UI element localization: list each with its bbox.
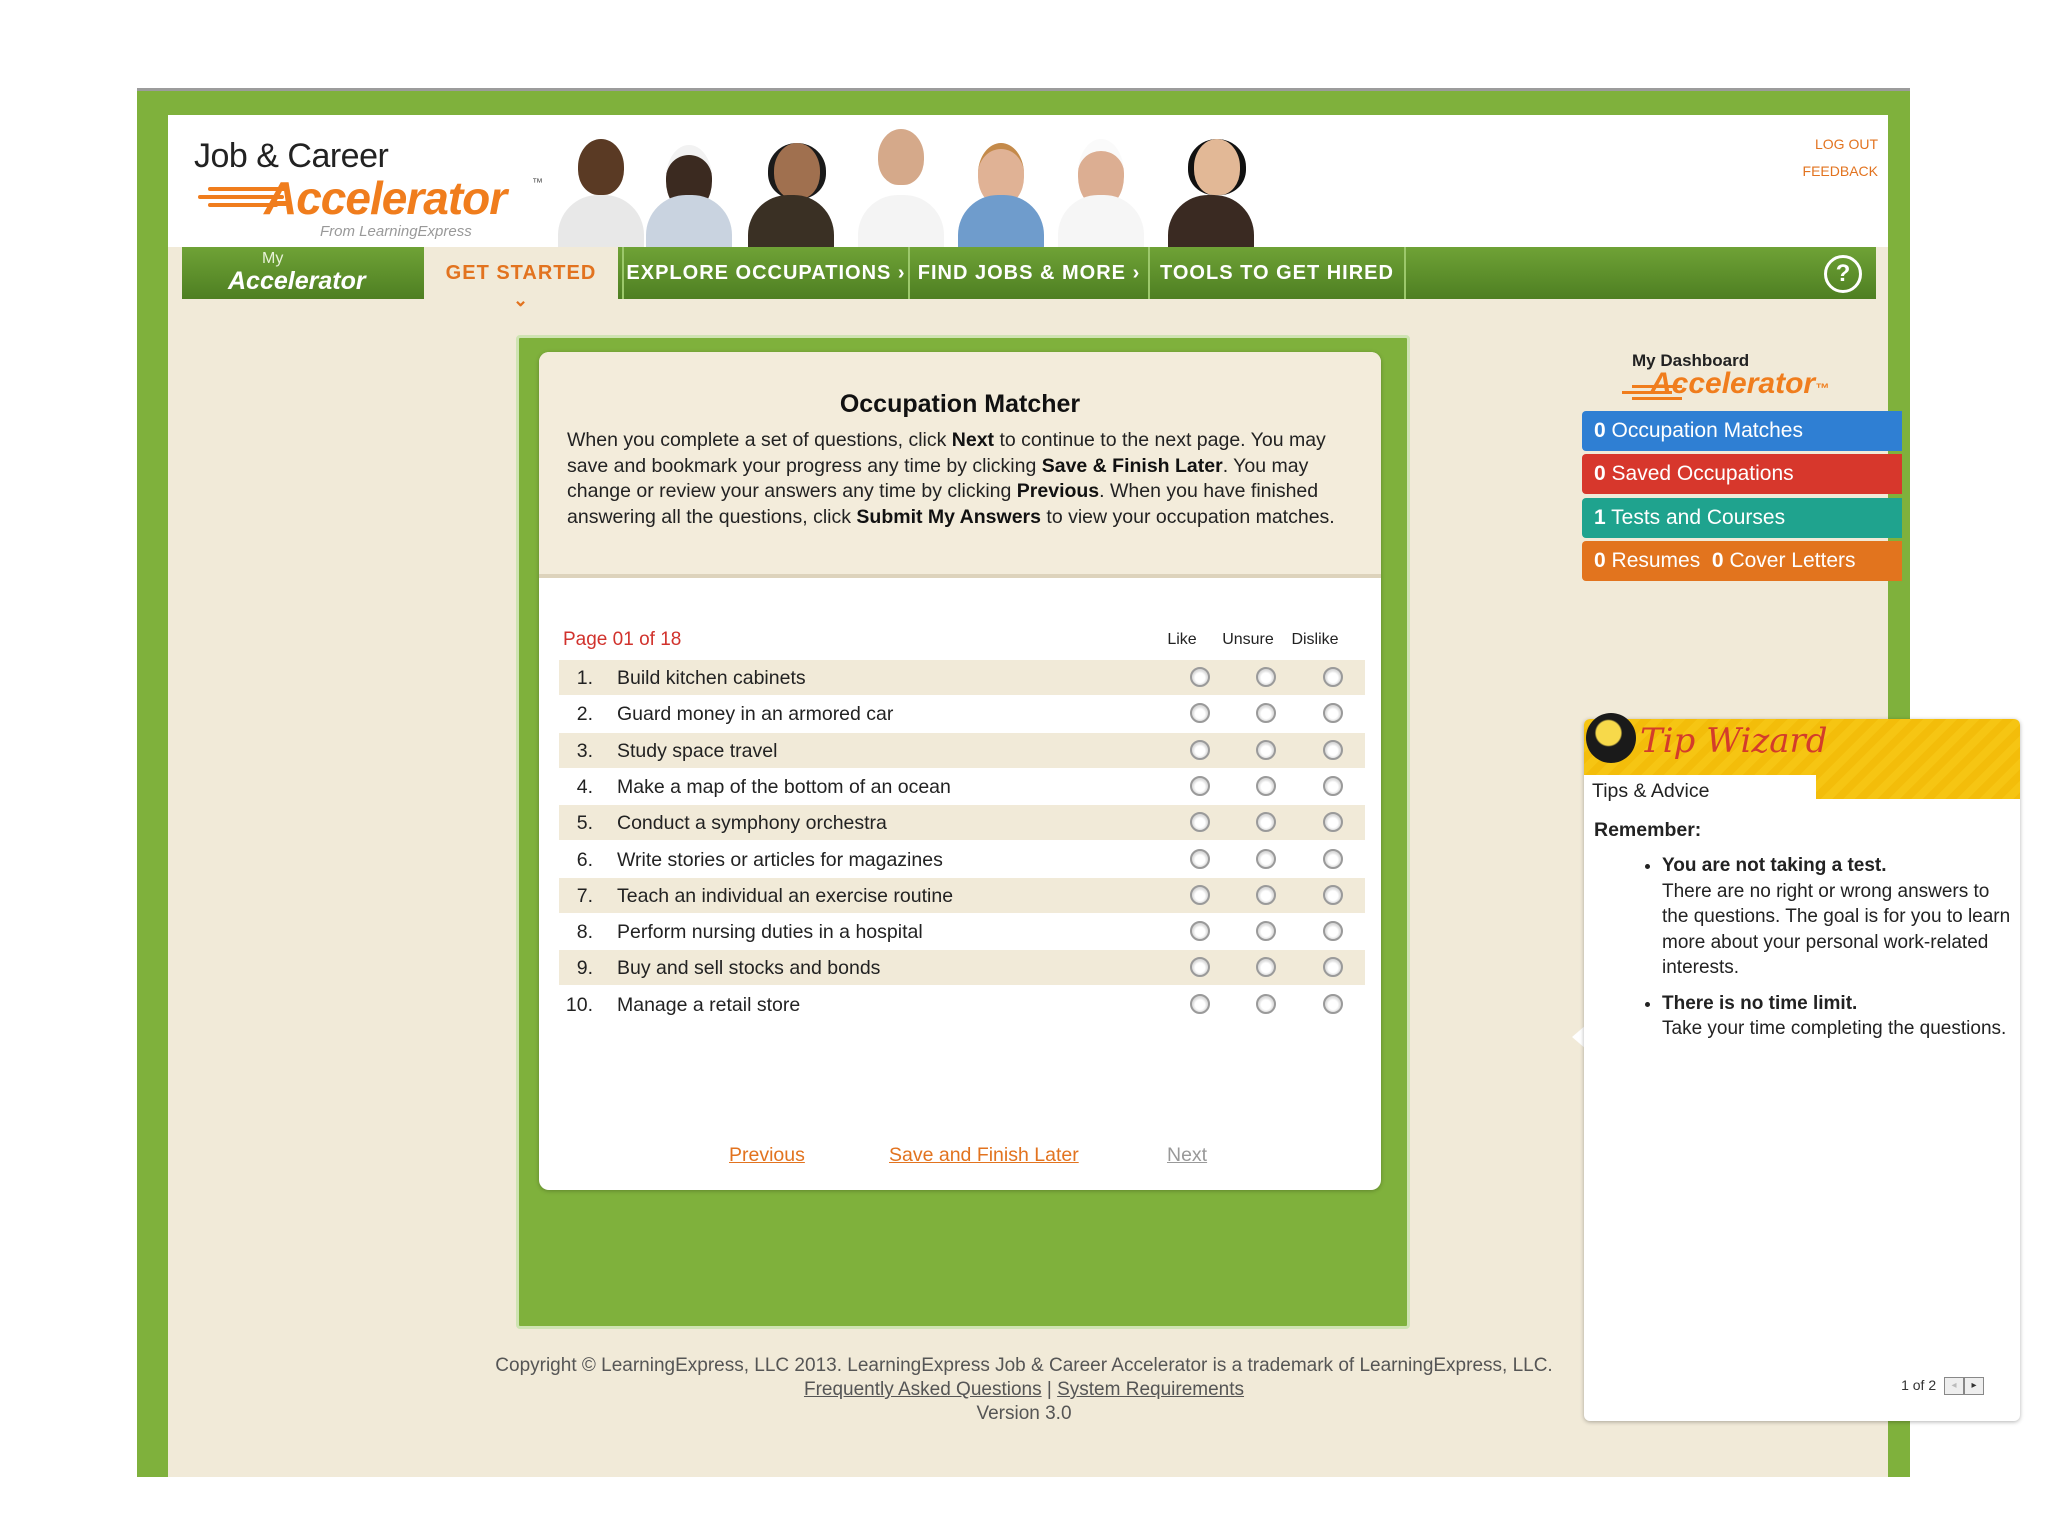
radio-unsure[interactable] (1256, 957, 1276, 977)
tab-explore-occupations[interactable] (622, 247, 908, 299)
tip-item: • There is no time limit. Take your time completing the questions. (1662, 991, 2018, 1042)
radio-like[interactable] (1190, 885, 1210, 905)
column-like: Like (1167, 631, 1197, 648)
header-people-photo (558, 129, 1388, 247)
question-number: 5. (576, 812, 593, 835)
question-text: Conduct a symphony orchestra (617, 812, 887, 835)
nav-my-label: My (262, 250, 284, 267)
question-number: 1. (576, 667, 593, 689)
tip-wizard-header (1584, 719, 2020, 802)
tip-item: • You are not taking a test. There are no right or wrong answers to the questions. The goal is for you to learn more about your personal work-related interests. (1662, 853, 2018, 981)
question-text: Manage a retail store (617, 993, 801, 1016)
matcher-instructions: When you complete a set of questions, click Next to continue to the next page. You may save and bookmark your progress any time by clicking Save & Finish Later. You may change or review your answers any time by clicking Previous. When you have finished answering all the questions, click Submit My Answers to view your occupation matches. (567, 429, 1335, 528)
question-number: 6. (576, 848, 593, 871)
radio-unsure[interactable] (1256, 812, 1276, 832)
radio-unsure[interactable] (1256, 740, 1276, 760)
nav-accelerator-label: Accelerator (228, 267, 366, 295)
radio-unsure[interactable] (1256, 885, 1276, 905)
radio-unsure[interactable] (1256, 776, 1276, 796)
radio-like[interactable] (1190, 667, 1210, 687)
main-nav (182, 247, 1876, 310)
question-row (559, 914, 1365, 949)
matcher-intro (539, 352, 1381, 578)
version-text: Version 3.0 (976, 1403, 1072, 1424)
question-text: Build kitchen cabinets (617, 667, 806, 689)
tip-wizard-title: Tip Wizard (1640, 721, 1828, 761)
tab-explore-label: EXPLORE OCCUPATIONS (626, 262, 892, 284)
question-text: Buy and sell stocks and bonds (617, 957, 881, 980)
column-dislike: Dislike (1291, 631, 1339, 648)
nav-my-accelerator[interactable] (182, 247, 418, 299)
radio-unsure[interactable] (1256, 703, 1276, 723)
radio-unsure[interactable] (1256, 667, 1276, 687)
dashboard-saved-occupations[interactable]: 0 Saved Occupations (1582, 454, 1902, 494)
question-number: 2. (576, 703, 593, 726)
copyright-text: Copyright © LearningExpress, LLC 2013. LearningExpress Job & Career Accelerator is a trademark of LearningExpress, LLC. (495, 1355, 1553, 1376)
footer-links (0, 1378, 2048, 1402)
lightbulb-icon (1586, 713, 1636, 763)
radio-like[interactable] (1190, 812, 1210, 832)
tab-find-jobs[interactable] (908, 247, 1148, 299)
question-row (559, 842, 1365, 877)
radio-dislike[interactable] (1323, 740, 1343, 760)
question-row (559, 805, 1365, 840)
my-dashboard-logo (1620, 351, 1860, 411)
radio-like[interactable] (1190, 849, 1210, 869)
next-tip-icon[interactable]: ▸ (1964, 1377, 1984, 1395)
chevron-right-icon: › (897, 262, 906, 284)
app-frame (137, 88, 2011, 1477)
question-text: Perform nursing duties in a hospital (617, 921, 923, 944)
radio-dislike[interactable] (1323, 994, 1343, 1014)
radio-unsure[interactable] (1256, 849, 1276, 869)
logo-line1: Job & Career (194, 137, 389, 175)
person-figure (1058, 129, 1144, 247)
radio-dislike[interactable] (1323, 703, 1343, 723)
tip-list (1634, 853, 2018, 1052)
question-text: Make a map of the bottom of an ocean (617, 775, 951, 798)
radio-unsure[interactable] (1256, 994, 1276, 1014)
tab-find-jobs-label: FIND JOBS & MORE (917, 262, 1126, 284)
tip-wizard-panel (1584, 719, 2020, 1421)
radio-like[interactable] (1190, 776, 1210, 796)
occupation-matcher-panel (516, 335, 1410, 1329)
question-text: Guard money in an armored car (617, 703, 894, 726)
previous-link[interactable]: Previous (729, 1144, 805, 1166)
footer (0, 1354, 2048, 1426)
header (168, 115, 1888, 247)
footer-separator: | (1046, 1379, 1052, 1400)
radio-dislike[interactable] (1323, 849, 1343, 869)
question-row (559, 769, 1365, 804)
radio-dislike[interactable] (1323, 921, 1343, 941)
logout-link[interactable]: LOG OUT (1814, 136, 1878, 152)
question-number: 10. (565, 993, 593, 1016)
question-row (559, 950, 1365, 985)
tab-tools-to-get-hired[interactable] (1148, 247, 1406, 299)
logo-from: From LearningExpress (320, 223, 472, 240)
question-text: Teach an individual an exercise routine (617, 884, 954, 907)
radio-dislike[interactable] (1323, 812, 1343, 832)
remember-heading: Remember: (1594, 819, 1702, 841)
person-figure (558, 129, 644, 247)
person-figure (958, 129, 1044, 247)
radio-dislike[interactable] (1323, 957, 1343, 977)
tab-get-started[interactable] (424, 247, 618, 317)
faq-link[interactable]: Frequently Asked Questions (803, 1379, 1042, 1400)
question-text: Study space travel (617, 739, 778, 762)
question-row (559, 878, 1365, 913)
question-text: Write stories or articles for magazines (617, 848, 943, 871)
radio-unsure[interactable] (1256, 921, 1276, 941)
dashboard-resumes-cover-letters[interactable]: 0 Resumes 0 Cover Letters (1582, 541, 1902, 581)
chevron-right-icon: › (1132, 262, 1141, 284)
radio-like[interactable] (1190, 703, 1210, 723)
tip-page-count: 1 of 2 (1901, 1376, 1937, 1393)
top-links (1803, 131, 1878, 185)
radio-like[interactable] (1190, 740, 1210, 760)
column-unsure: Unsure (1222, 631, 1274, 648)
question-number: 4. (576, 775, 593, 798)
question-row (559, 987, 1365, 1022)
chevron-down-icon: ⌄ (513, 290, 530, 310)
system-requirements-link[interactable]: System Requirements (1057, 1379, 1245, 1400)
radio-like[interactable] (1190, 994, 1210, 1014)
person-figure (1168, 129, 1254, 247)
save-and-finish-later-link[interactable]: Save and Finish Later (889, 1144, 1079, 1166)
help-icon[interactable]: ? (1824, 255, 1862, 293)
page-title: Occupation Matcher (839, 390, 1081, 418)
radio-like[interactable] (1190, 921, 1210, 941)
tab-tools-label: TOOLS TO GET HIRED (1160, 262, 1394, 284)
matcher-card (539, 352, 1381, 1190)
question-row (559, 660, 1365, 695)
question-number: 8. (576, 921, 593, 944)
logo-tm: ™ (532, 177, 543, 189)
question-row (559, 733, 1365, 768)
next-link[interactable]: Next (1167, 1144, 1208, 1166)
question-number: 9. (576, 957, 593, 980)
job-career-accelerator-logo[interactable] (192, 137, 552, 240)
logo-line2: Accelerator (264, 172, 507, 224)
dashboard-title: My Dashboard (1632, 351, 1750, 370)
person-figure (858, 129, 944, 247)
question-number: 7. (576, 884, 593, 907)
tab-tips-and-advice[interactable]: Tips & Advice (1584, 775, 1816, 807)
person-figure (748, 129, 834, 247)
radio-dislike[interactable] (1323, 667, 1343, 687)
dashboard-tests-and-courses[interactable]: 1 Tests and Courses (1582, 498, 1902, 538)
dashboard-occupation-matches[interactable]: 0 Occupation Matches (1582, 411, 1902, 451)
app-inner (168, 115, 2011, 1477)
feedback-link[interactable]: FEEDBACK (1802, 163, 1878, 179)
question-row (559, 696, 1365, 731)
prev-tip-icon[interactable]: ◂ (1944, 1377, 1964, 1395)
page-indicator: Page 01 of 18 (563, 629, 682, 650)
radio-like[interactable] (1190, 957, 1210, 977)
person-figure (646, 129, 732, 247)
radio-dislike[interactable] (1323, 885, 1343, 905)
question-number: 3. (576, 739, 593, 762)
tab-get-started-label: GET STARTED (445, 262, 597, 284)
dashboard-brand: Accelerator™ (1650, 367, 1830, 400)
radio-dislike[interactable] (1323, 776, 1343, 796)
